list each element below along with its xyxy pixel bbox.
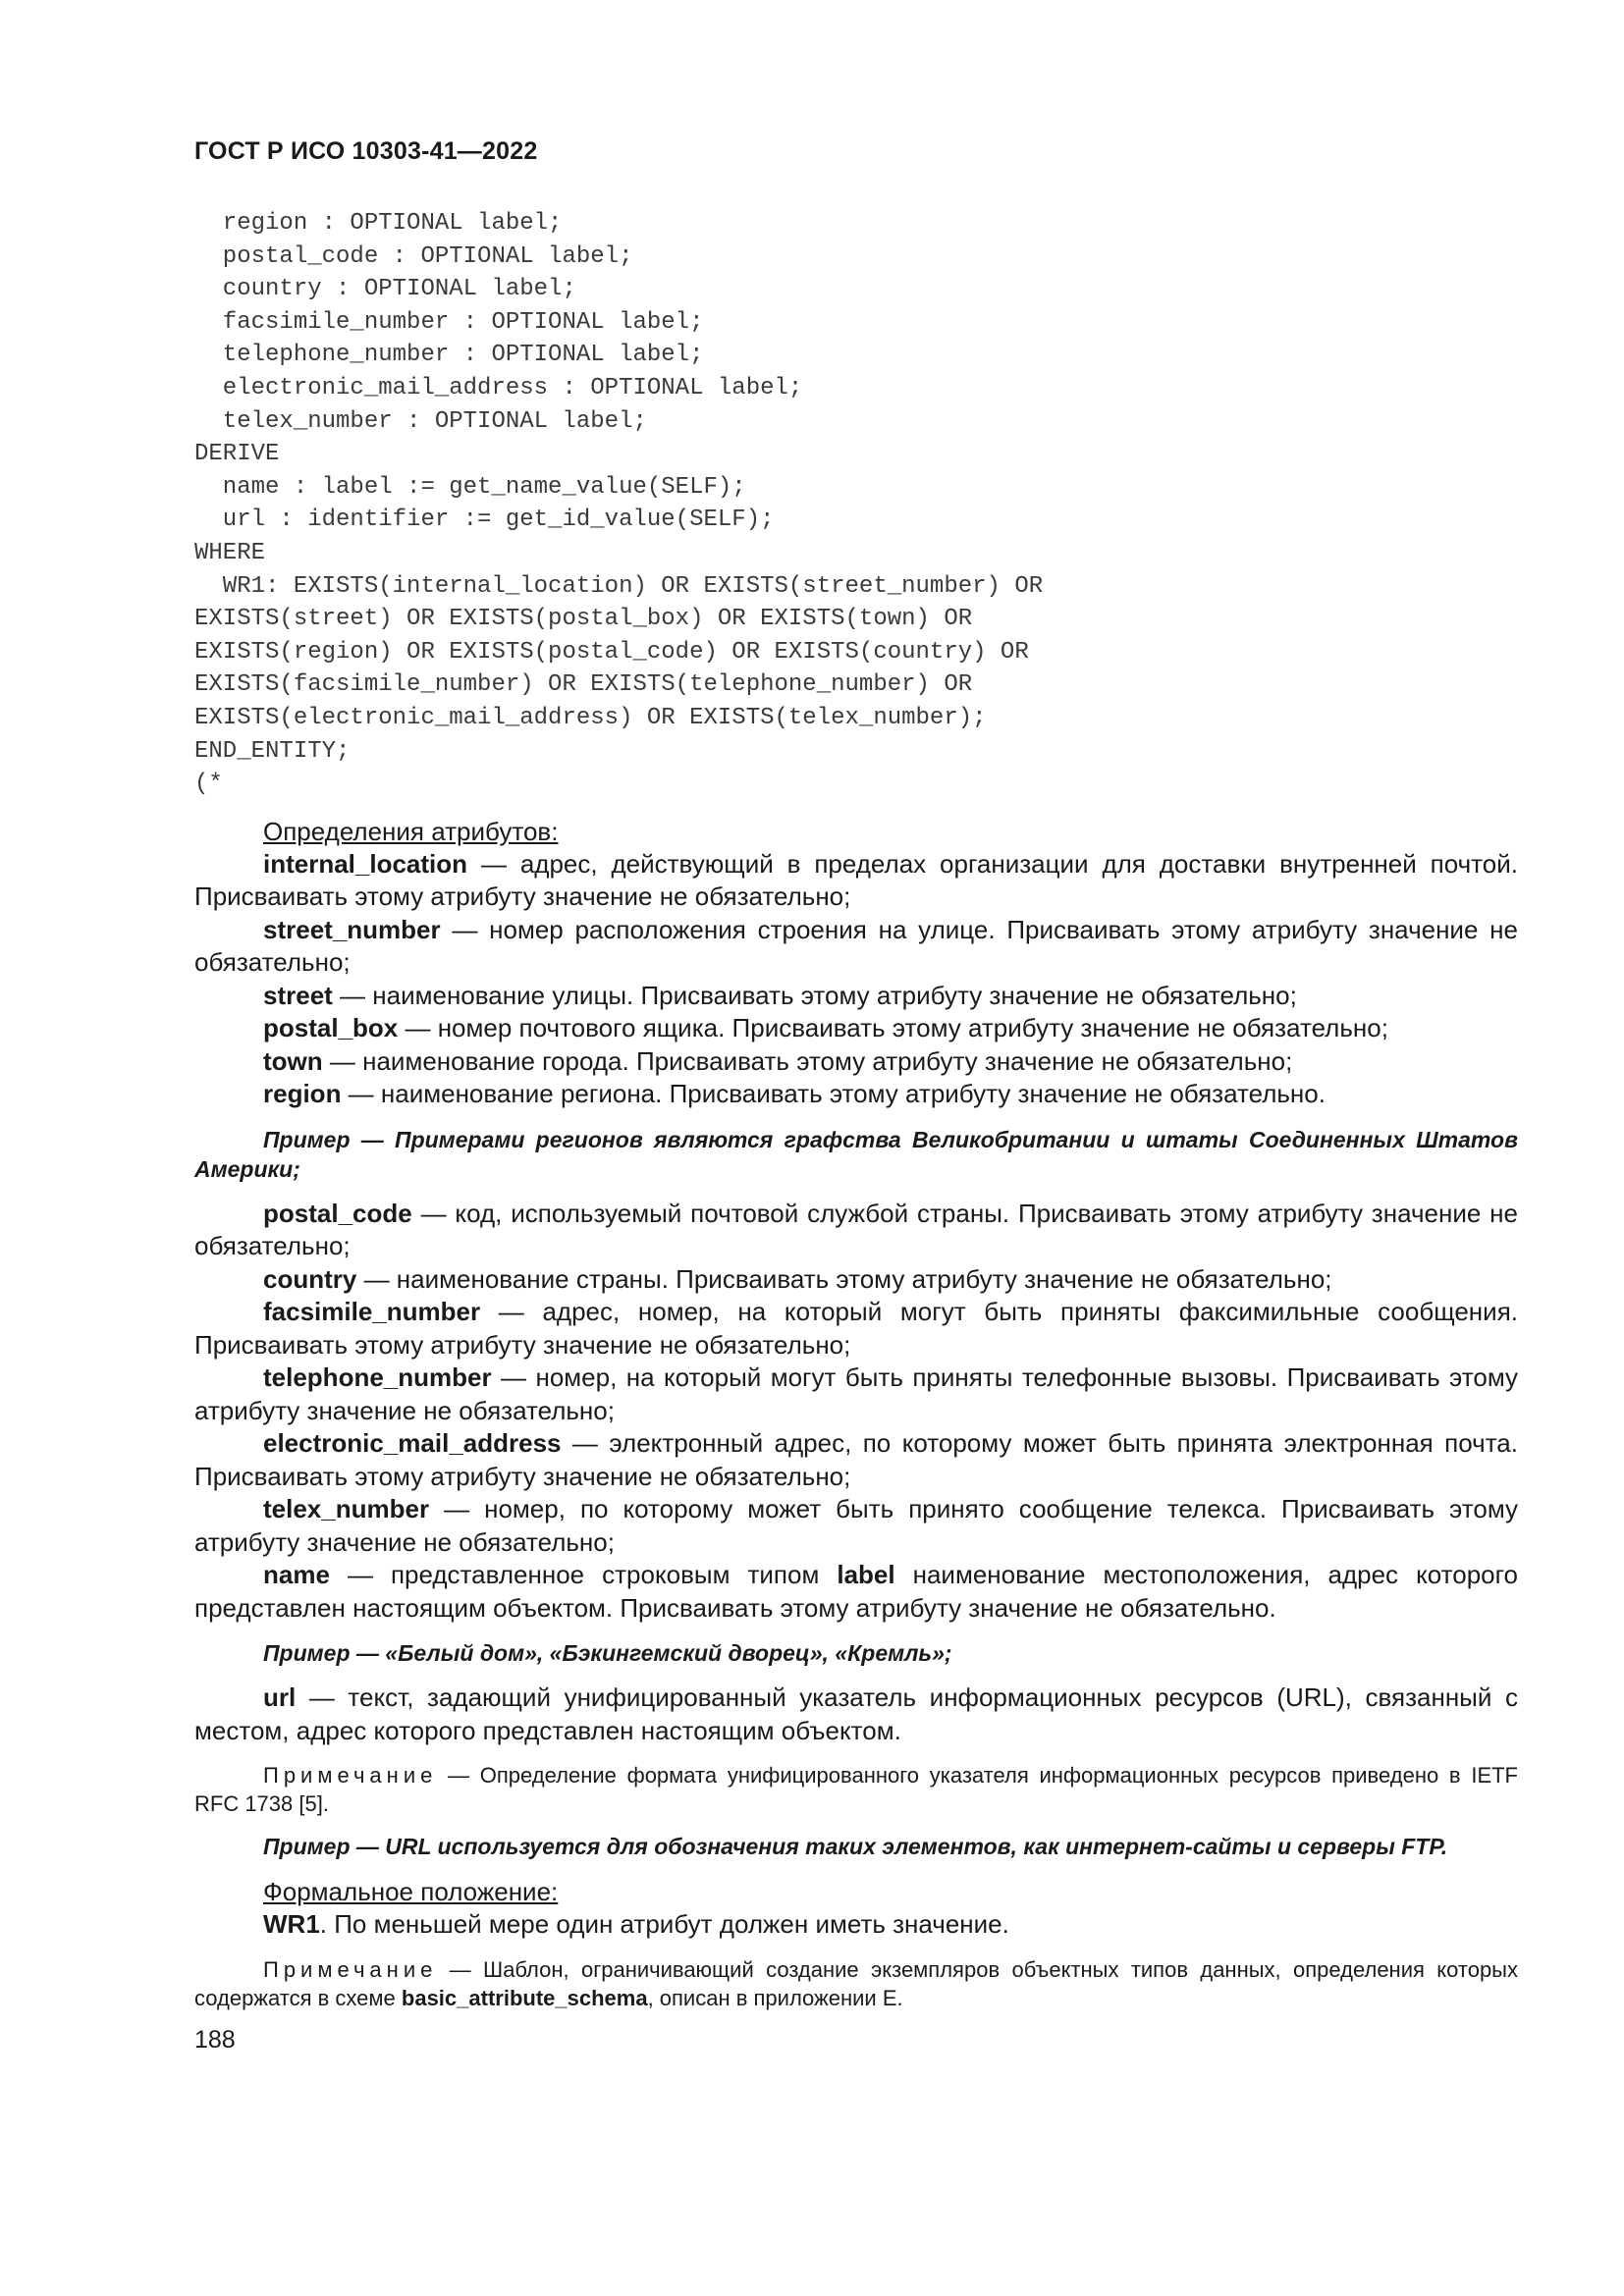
code-line: name : label := get_name_value(SELF); [194, 473, 746, 501]
attribute-term: street [263, 980, 333, 1010]
code-line: (* [194, 771, 223, 798]
attribute-definition: postal_code — код, используемый почтовой службой страны. Присваивать этому атрибуту значение не обязательно; [194, 1198, 1518, 1261]
attribute-definition: telex_number — номер, по которому может быть принято сообщение телекса. Присваивать этому атрибуту значение не обязательно; [194, 1494, 1518, 1557]
schema-term: basic_attribute_schema [401, 1985, 648, 2010]
express-code-block [194, 207, 1518, 801]
attribute-definition: street_number — номер расположения строения на улице. Присваивать этому атрибуту значение не обязательно; [194, 914, 1518, 978]
code-line: DERIVE [194, 441, 280, 468]
code-line: EXISTS(electronic_mail_address) OR EXISTS(telex_number); [194, 704, 987, 731]
attribute-term: street_number [263, 914, 441, 944]
attribute-term: facsimile_number [263, 1297, 481, 1327]
attribute-term: postal_box [263, 1013, 399, 1043]
code-line: telex_number : OPTIONAL label; [194, 407, 647, 435]
attribute-term: internal_location [263, 848, 468, 879]
attribute-definition: country — наименование страны. Присваивать этому атрибуту значение не обязательно; [263, 1263, 1332, 1294]
attribute-definition: postal_box — номер почтового ящика. Присваивать этому атрибуту значение не обязательно; [263, 1013, 1388, 1043]
code-line: url : identifier := get_id_value(SELF); [194, 507, 775, 534]
attributes-section-title: Определения атрибутов: [263, 816, 559, 846]
attribute-term: url [263, 1682, 297, 1713]
formal-section-title: Формальное положение: [263, 1877, 559, 1907]
attribute-definition: internal_location — адрес, действующий в пределах организации для доставки внутренней почтой. Присваивать этому атрибуту значение не обязательно; [194, 848, 1518, 912]
code-line: electronic_mail_address : OPTIONAL label; [194, 374, 803, 401]
attribute-definition: region — наименование региона. Присваивать этому атрибуту значение не обязательно. [263, 1079, 1326, 1109]
code-line: WR1: EXISTS(internal_location) OR EXISTS(street_number) OR [194, 572, 1044, 600]
attribute-definition: street — наименование улицы. Присваивать этому атрибуту значение не обязательно; [263, 980, 1297, 1010]
code-line: postal_code : OPTIONAL label; [194, 242, 633, 270]
rule-definition: WR1. По меньшей мере один атрибут должен иметь значение. [263, 1909, 1009, 1940]
attribute-definition-name: name — представленное строковым типом label наименование местоположения, адрес которого представлен настоящим объектом. Присваивать этому атрибуту значение не обязательно. [194, 1560, 1519, 1623]
example-text: Пример — Примерами регионов являются графства Великобритании и штаты Соединенных Штатов Америки; [194, 1126, 1518, 1182]
attribute-term: electronic_mail_address [263, 1428, 562, 1459]
code-line: EXISTS(street) OR EXISTS(postal_box) OR EXISTS(town) OR [194, 606, 973, 633]
attribute-term: telephone_number [263, 1362, 492, 1393]
attribute-term: town [263, 1045, 323, 1076]
attribute-term: region [263, 1079, 342, 1109]
attribute-term: country [263, 1263, 357, 1294]
example-text: Пример — «Белый дом», «Бэкингемский дворец», «Кремль»; [263, 1640, 952, 1667]
code-line: EXISTS(facsimile_number) OR EXISTS(telephone_number) OR [194, 671, 973, 699]
code-line: region : OPTIONAL label; [194, 210, 563, 237]
attribute-definition: electronic_mail_address — электронный адрес, по которому может быть принята электронная почта. Присваивать этому атрибуту значение не обязательно; [194, 1428, 1518, 1491]
code-line: EXISTS(region) OR EXISTS(postal_code) OR EXISTS(country) OR [194, 638, 1029, 666]
attribute-term: name [263, 1560, 330, 1590]
attribute-definition-url: url — текст, задающий унифицированный указатель информационных ресурсов (URL), связанный с местом, адрес которого представлен настоящим объектом. [194, 1682, 1518, 1745]
type-term: label [837, 1560, 895, 1590]
code-line: END_ENTITY; [194, 737, 351, 765]
code-line: facsimile_number : OPTIONAL label; [194, 308, 704, 336]
note: Примечание — Определение формата унифицированного указателя информационных ресурсов приведено в IETF RFC 1738 [5]. [194, 1763, 1518, 1817]
rule-term: WR1 [263, 1909, 320, 1940]
code-line: country : OPTIONAL label; [194, 276, 576, 303]
note-label: Примечание [263, 1763, 438, 1789]
attribute-definition: town — наименование города. Присваивать этому атрибуту значение не обязательно; [263, 1045, 1293, 1076]
attribute-definition: facsimile_number — адрес, номер, на который могут быть приняты факсимильные сообщения. Присваивать этому атрибуту значение не обязательно; [194, 1297, 1518, 1360]
code-line: telephone_number : OPTIONAL label; [194, 342, 704, 369]
note-label: Примечание [263, 1956, 438, 1982]
attribute-definition: telephone_number — номер, на который могут быть приняты телефонные вызовы. Присваивать этому атрибуту значение не обязательно; [194, 1362, 1518, 1425]
document-header: ГОСТ Р ИСО 10303-41—2022 [194, 137, 538, 165]
code-line: WHERE [194, 539, 266, 566]
attribute-term: postal_code [263, 1198, 412, 1228]
page-number: 188 [194, 2025, 236, 2054]
example-text: Пример — URL используется для обозначения таких элементов, как интернет-сайты и серверы FTP. [263, 1834, 1448, 1860]
document-page [194, 137, 1518, 2055]
note: Примечание — Шаблон, ограничивающий создание экземпляров объектных типов данных, определения которых содержатся в схеме basic_attribute_schema, описан в приложении E. [194, 1956, 1518, 2010]
attribute-term: telex_number [263, 1494, 430, 1524]
